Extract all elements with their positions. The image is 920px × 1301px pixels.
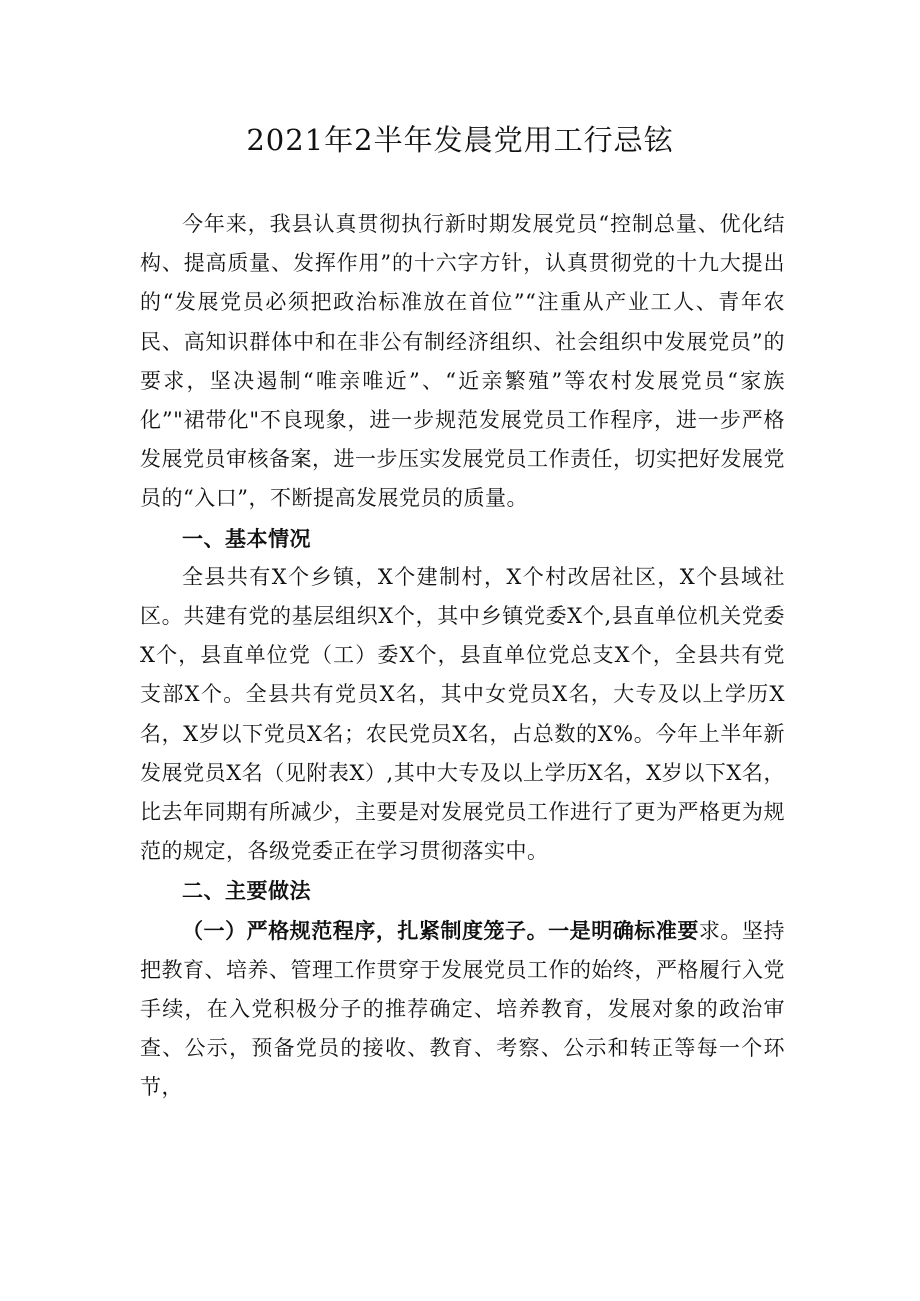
section2-sub1-paragraph	[140, 911, 785, 1108]
section1-paragraph: 全县共有X个乡镇，X个建制村，X个村改居社区，X个县域社区。共建有党的基层组织X个，其中乡镇党委X个,县直单位机关党委X个，县直单位党（工）委X个，县直单位党总支X个，全县共有党支部X个。全县共有党员X名，其中女党员X名，大专及以上学历X名，X岁以下党员X名；农民党员X名，占总数的X%。今年上半年新发展党员X名（见附表X）,其中大专及以上学历X名，X岁以下X名，比去年同期有所减少，主要是对发展党员工作进行了更为严格更为规范的规定，各级党委正在学习贯彻落实中。	[140, 564, 785, 864]
document-title: 2021年2半年发晨党用工行忌铉	[246, 123, 674, 157]
section2-sub1-text: 求。坚持把教育、培养、管理工作贯穿于发展党员工作的始终，严格履行入党手续，在入党积极分子的推荐确定、培养教育，发展对象的政治审查、公示，预备党员的接收、教育、考察、公示和转正等每一个环节，	[140, 918, 786, 1100]
section2-heading: 二、主要做法	[182, 878, 311, 904]
document-body	[140, 205, 785, 1108]
intro-paragraph: 今年来，我县认真贯彻执行新时期发展党员“控制总量、优化结构、提高质量、发挥作用”的十六字方针，认真贯彻党的十九大提出的“发展党员必须把政治标准放在首位”“注重从产业工人、青年农民、高知识群体中和在非公有制经济组织、社会组织中发展党员”的要求，坚决遏制“唯亲唯近”、“近亲繁殖”等农村发展党员“家族化”"裙带化"不良现象，进一步规范发展党员工作程序，进一步严格发展党员审核备案，进一步压实发展党员工作责任，切实把好发展党员的“入口”，不断提高发展党员的质量。	[140, 212, 785, 511]
section1-heading: 一、基本情况	[182, 525, 311, 551]
section2-sub1-bold-lead: （一）严格规范程序，扎紧制度笼子。一是明确标准要	[182, 917, 699, 943]
